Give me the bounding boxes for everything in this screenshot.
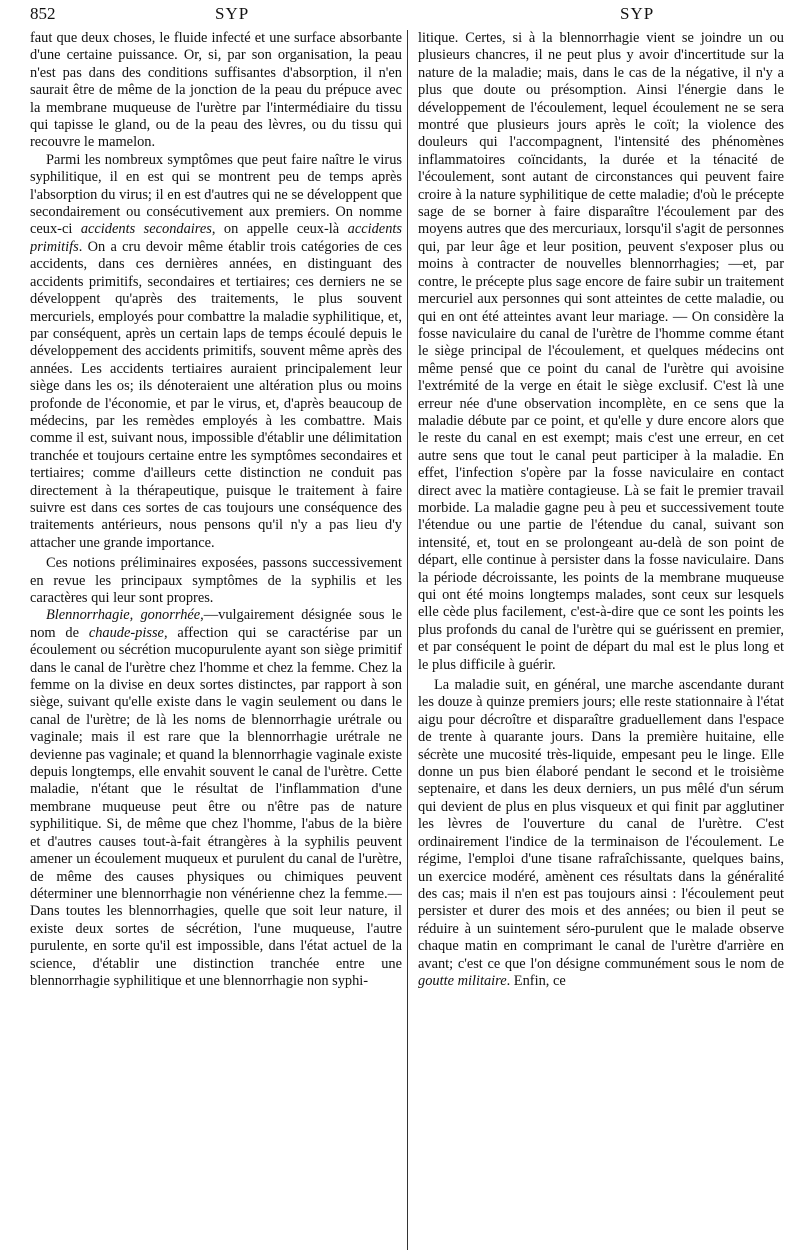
text-run: ,—vulgairement désignée sous le nom de (30, 607, 402, 641)
text-run: La maladie suit, en général, une marche ascendante durant les douze à quinze premiers jours; elle reste stationnaire à l'état aigu pour décroître et disparaître graduellement dans l'espace de trente à quarante jours. Dans la première huitaine, elle sécrète une mucosité très-liquide, empesant peu le linge. Elle donne un pus bien élaboré pendant le second et le troisième septenaire, et dans les deux derniers, un pus mêlé d'un sérum qui devient de plus en plus visqueux et qui finit par agglutiner les lèvres de l'ouverture du canal de l'urètre. C'est ordinairement l'indice de la terminaison de l'écoulement. Le régime, l'emploi d'une tisane rafraîchissante, quelques bains, un exercice modéré, amènent ces résultats dans la généralité des cas; mais il n'en est pas toujours ainsi : l'écoulement peut persister et durer des mois et des années; ou bien il peut se réduire à un suintement séro-purulent que le malade observe chaque matin en comprimant le canal de l'urètre d'arrière en avant; c'est ce que l'on désigne communément sous le nom de (418, 677, 784, 972)
text-run: faut que deux choses, le fluide infecté et une surface absorbante d'une certaine puissance. Or, si, par son organisation, la peau n'est pas dans des conditions suffisantes d'absorption, il n'en saurait être de même de la jonction de la peau du prépuce avec la membrane muqueuse de l'urètre par l'intermédiaire du tissu qui tapisse le gland, ou de la peau des lèvres, ou du tissu qui recouvre le mamelon. (30, 30, 402, 151)
italic-term: chaude-pisse (88, 624, 164, 641)
text-run: , on appelle ceux-là (211, 221, 348, 238)
right-column (418, 30, 784, 1252)
text-run: , affection qui se caractérise par un écoulement ou sécrétion mucopurulente ayant son siège primitif dans le canal de l'urètre chez l'homme et chez la femme. Chez la femme on la divise en deux sortes distinctes, par rapport à son siège, suivant qu'elle existe dans le vagin seulement ou dans le canal de l'urètre; de là les noms de blennorrhagie urétrale ou vaginale; mais il est rare que la blennorrhagie urétrale ne devienne pas vaginale; et quand la blennorrhagie vaginale existe depuis longtemps, elle envahit souvent le canal de l'urètre. Cette maladie, n'étant que le résultat de l'inflammation d'une membrane muqueuse peut être ou n'être pas de nature syphilitique. Si, de même que chez l'homme, l'abus de la bière et d'autres causes tout-à-fait étrangères à la syphilis peuvent amener un écoulement muqueux et purulent du canal de l'urètre, de même des causes physiques ou chimiques peuvent déterminer une blennorrhagie non vénérienne chez la femme.— Dans toutes les blennorrhagies, quelle que soit leur nature, il existe deux sortes de sécrétion, l'une muqueuse, l'autre purulente, en sorte qu'il est impossible, dans l'état actuel de la science, d'établir une distinction tranchée entre une blennorrhagie syphilitique et une blennorrhagie non syphi- (30, 624, 402, 989)
paragraph (30, 607, 402, 990)
italic-term: accidents primitifs (30, 221, 402, 255)
paragraph (30, 555, 402, 607)
italic-term: goutte militaire (418, 972, 507, 989)
running-head-left: SYP (215, 4, 250, 23)
italic-term: Blennorrhagie, gonorrhée (46, 607, 201, 624)
column-divider (407, 30, 408, 1250)
paragraph (30, 30, 402, 152)
left-column (30, 30, 402, 1252)
text-run: . Enfin, ce (506, 972, 566, 989)
paragraph (418, 30, 784, 674)
running-head-right: SYP (620, 4, 655, 23)
paragraph (418, 677, 784, 990)
page-number: 852 (30, 4, 56, 23)
text-run: litique. Certes, si à la blennorrhagie vient se joindre un ou plusieurs chancres, il ne peut plus y avoir d'incertitude sur la nature de la maladie; mais, dans le cas de la négative, il n'y a plus que doute ou présomption. Ainsi l'énergie dans le développement de l'écoulement, lequel écoulement ne se sera montré que plusieurs jours après le coït; la violence des douleurs qui l'accompagnent, l'intensité des phénomènes inflammatoires coïncidants, la durée et la ténacité de l'écoulement, sont autant de circonstances qui peuvent faire croire à la nature syphilitique de cette maladie; d'où le précepte sage de se borner à faire disparaître l'écoulement par des moyens autres que des mercuriaux, lorsqu'il s'agit de personnes qui, par leur âge et leur position, peuvent s'exposer plus ou moins à contracter de nouvelles blennorrhagies; —et, par contre, le précepte plus sage encore de faire subir un traitement mercuriel aux personnes qui sont atteintes de cette maladie, ou qui en ont été atteintes avant leur mariage. — On considère la fosse naviculaire du canal de l'urètre de l'homme comme étant le siège principal de l'écoulement, et quelques médecins ont même pensé que ce point du canal de l'urètre qui avoisine l'extrémité de la verge en était le siège exclusif. C'est là une erreur née d'une observation incomplète, en ce sens que la maladie débute par ce point, et qu'elle y dure encore alors que le reste du canal en est exempt; mais c'est une erreur, en cet autre sens que tout le canal peut participer à la maladie. En effet, l'infection s'opère par la fosse naviculaire en contact direct avec la matière contagieuse. Là se fait le premier travail morbide. La maladie gagne peu à peu et successivement toute l'étendue ou une partie de l'étendue du canal, suivant son intensité, et, tout en se prolongeant au-delà de son point de départ, elle continue à persister dans la fosse naviculaire. Dans la période décroissante, les points de la membrane muqueuse qui ont été moins longtemps malades, sont ceux sur lesquels elle cède plus facilement, c'est-à-dire que ce sont les points les plus profonds du canal de l'urètre qui se guérissent en premier, et par conséquent le point de départ du mal est le plus long et le plus difficile à guérir. (418, 30, 784, 673)
italic-term: accidents secondaires (80, 221, 212, 238)
text-run: Ces notions préliminaires exposées, passons successivement en revue les principaux symptômes de la syphilis et les caractères qui leur sont propres. (30, 555, 402, 606)
text-run: . On a cru devoir même établir trois catégories de ces accidents, dans ces dernières années, en distinguant des accidents primitifs, secondaires et tertiaires; ces derniers ne se développent qu'après des traitements, le plus souvent mercuriels, employés pour combattre la maladie syphilitique, et, par conséquent, après un certain laps de temps écoulé depuis le développement des accidents primitifs, souvent même après des années. Les accidents tertiaires auraient principalement leur siège dans les os; ils dénoteraient une altération plus ou moins profonde de l'économie, et par le virus, et, d'après beaucoup de médecins, par les remèdes employés à les combattre. Mais comme il est, suivant nous, impossible d'établir une délimitation tranchée et toujours certaine entre les symptômes secondaires et tertiaires; comme d'ailleurs cette distinction ne conduit pas directement à la thérapeutique, puisque le traitement à faire suivre est dans ces sortes de cas toujours une conséquence des traitements antérieurs, nous pensons qu'il n'y a pas lieu d'y attacher une grande importance. (30, 238, 402, 551)
text-run: Parmi les nombreux symptômes que peut faire naître le virus syphilitique, il en est qui se montrent peu de temps après l'absorption du virus; il en est d'autres qui ne se développent que secondairement ou consécutivement aux premiers. On nomme ceux-ci (30, 151, 402, 238)
paragraph (30, 152, 402, 552)
